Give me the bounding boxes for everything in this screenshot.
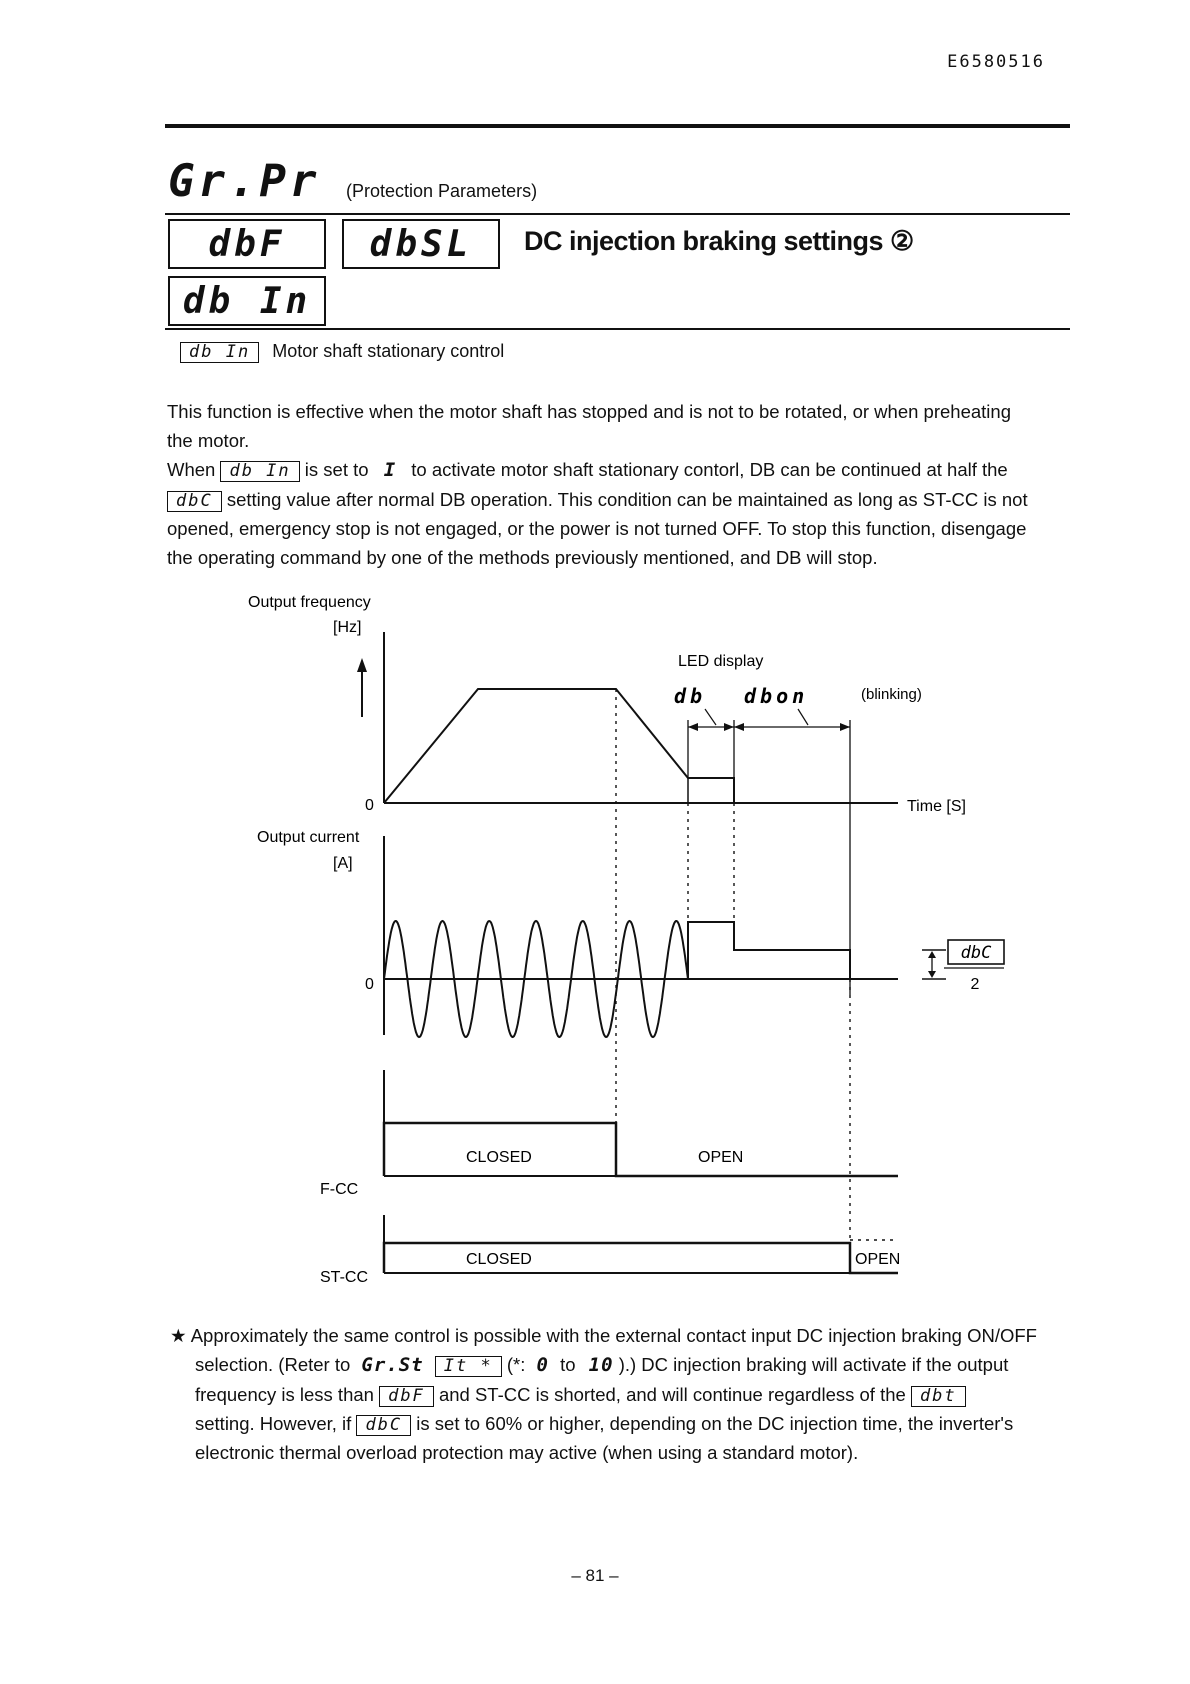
note-4b: is set to 60% or higher, depending on the DC injection time, the inverter's xyxy=(416,1413,1014,1434)
star-icon: ★ xyxy=(170,1325,187,1346)
frequency-arrow xyxy=(357,658,367,717)
sub-item-label: Motor shaft stationary control xyxy=(272,341,505,361)
dc-current-profile xyxy=(688,922,850,979)
body-code-dbc: dbC xyxy=(167,491,222,512)
led-display-label: LED display xyxy=(678,653,764,670)
led-db: db xyxy=(674,684,707,708)
dbc-box-text: dbC xyxy=(960,943,992,963)
led-interval-arrows xyxy=(688,720,850,995)
note-code-it: It * xyxy=(435,1356,502,1377)
led-dbon: dbon xyxy=(744,684,809,708)
blinking-label: (blinking) xyxy=(861,686,922,703)
note-code-dbc: dbC xyxy=(356,1415,411,1436)
body-line-5: opened, emergency stop is not engaged, or the power is not turned OFF. To stop this function, disengage xyxy=(167,518,1027,539)
note-value-0: 0 xyxy=(536,1354,549,1376)
section-title: DC injection braking settings ② xyxy=(524,226,914,256)
led-dbon-pointer xyxy=(798,709,808,725)
note-block xyxy=(170,1321,1100,1467)
body-line-1: This function is effective when the motor shaft has stopped and is not to be rotated, or when preheating xyxy=(167,401,1011,422)
a-unit-label: [A] xyxy=(333,855,353,872)
frequency-zero: 0 xyxy=(365,797,374,814)
output-current-label: Output current xyxy=(257,829,360,846)
body-rest-4: setting value after normal DB operation. This condition can be maintained as long as ST-CC is not xyxy=(226,489,1028,510)
body-value-1: I xyxy=(383,459,397,481)
note-line-1 xyxy=(170,1321,1100,1350)
hz-unit-label: [Hz] xyxy=(333,619,362,636)
note-line-5: electronic thermal overload protection may active (when using a standard motor). xyxy=(195,1442,859,1463)
stcc-closed: CLOSED xyxy=(466,1251,532,1268)
stcc-label: ST-CC xyxy=(320,1269,368,1286)
dbc-half-indicator xyxy=(922,950,946,979)
stcc-open: OPEN xyxy=(855,1251,901,1268)
note-value-10: 10 xyxy=(588,1354,614,1376)
note-2c: ).) DC injection braking will activate if the output xyxy=(618,1354,1009,1375)
note-2b: (*: xyxy=(506,1354,526,1375)
note-3a: frequency is less than xyxy=(195,1384,374,1405)
param-box-dbsl: dbSL xyxy=(342,219,500,269)
note-code-dbf: dbF xyxy=(379,1386,434,1407)
note-4a: setting. However, if xyxy=(195,1413,352,1434)
time-label: Time [S] xyxy=(907,798,966,815)
dbc-divisor: 2 xyxy=(970,976,980,993)
note-line-2 xyxy=(170,1350,1100,1380)
note-3b: and ST-CC is shorted, and will continue regardless of the xyxy=(438,1384,906,1405)
section-code: Gr.Pr xyxy=(168,156,321,207)
led-db-pointer xyxy=(705,709,716,725)
body-line-2: the motor. xyxy=(167,430,250,451)
page-number: – 81 – xyxy=(571,1566,619,1585)
section-subtitle: (Protection Parameters) xyxy=(346,181,538,201)
note-code-dbt: dbt xyxy=(911,1386,966,1407)
fcc-closed: CLOSED xyxy=(466,1149,532,1166)
body-code-dbin: db In xyxy=(220,461,299,482)
fcc-signal xyxy=(384,1123,898,1176)
note-code-grst: Gr.St xyxy=(361,1354,424,1376)
document-id: E6580516 xyxy=(947,52,1045,72)
body-rest-3: to activate motor shaft stationary contorl, DB can be continued at half the xyxy=(411,459,1008,480)
note-text-1: Approximately the same control is possible with the external contact input DC injection braking ON/OFF xyxy=(190,1325,1037,1346)
body-is-set-to: is set to xyxy=(304,459,369,480)
timing-guides xyxy=(616,689,895,1240)
param-box-dbf: dbF xyxy=(168,219,326,269)
fcc-label: F-CC xyxy=(320,1181,359,1198)
stcc-signal xyxy=(384,1243,901,1273)
body-when: When xyxy=(167,459,216,480)
param-box-dbin: db In xyxy=(168,276,326,326)
body-line-6: the operating command by one of the methods previously mentioned, and DB will stop. xyxy=(167,547,878,568)
output-frequency-label: Output frequency xyxy=(248,594,371,611)
note-line-3 xyxy=(170,1380,1100,1409)
note-line-4 xyxy=(170,1409,1100,1438)
fcc-open: OPEN xyxy=(698,1149,744,1166)
note-to: to xyxy=(560,1354,576,1375)
current-zero: 0 xyxy=(365,976,374,993)
sub-item-code: db In xyxy=(180,342,259,363)
note-2a: selection. (Reter to xyxy=(195,1354,351,1375)
